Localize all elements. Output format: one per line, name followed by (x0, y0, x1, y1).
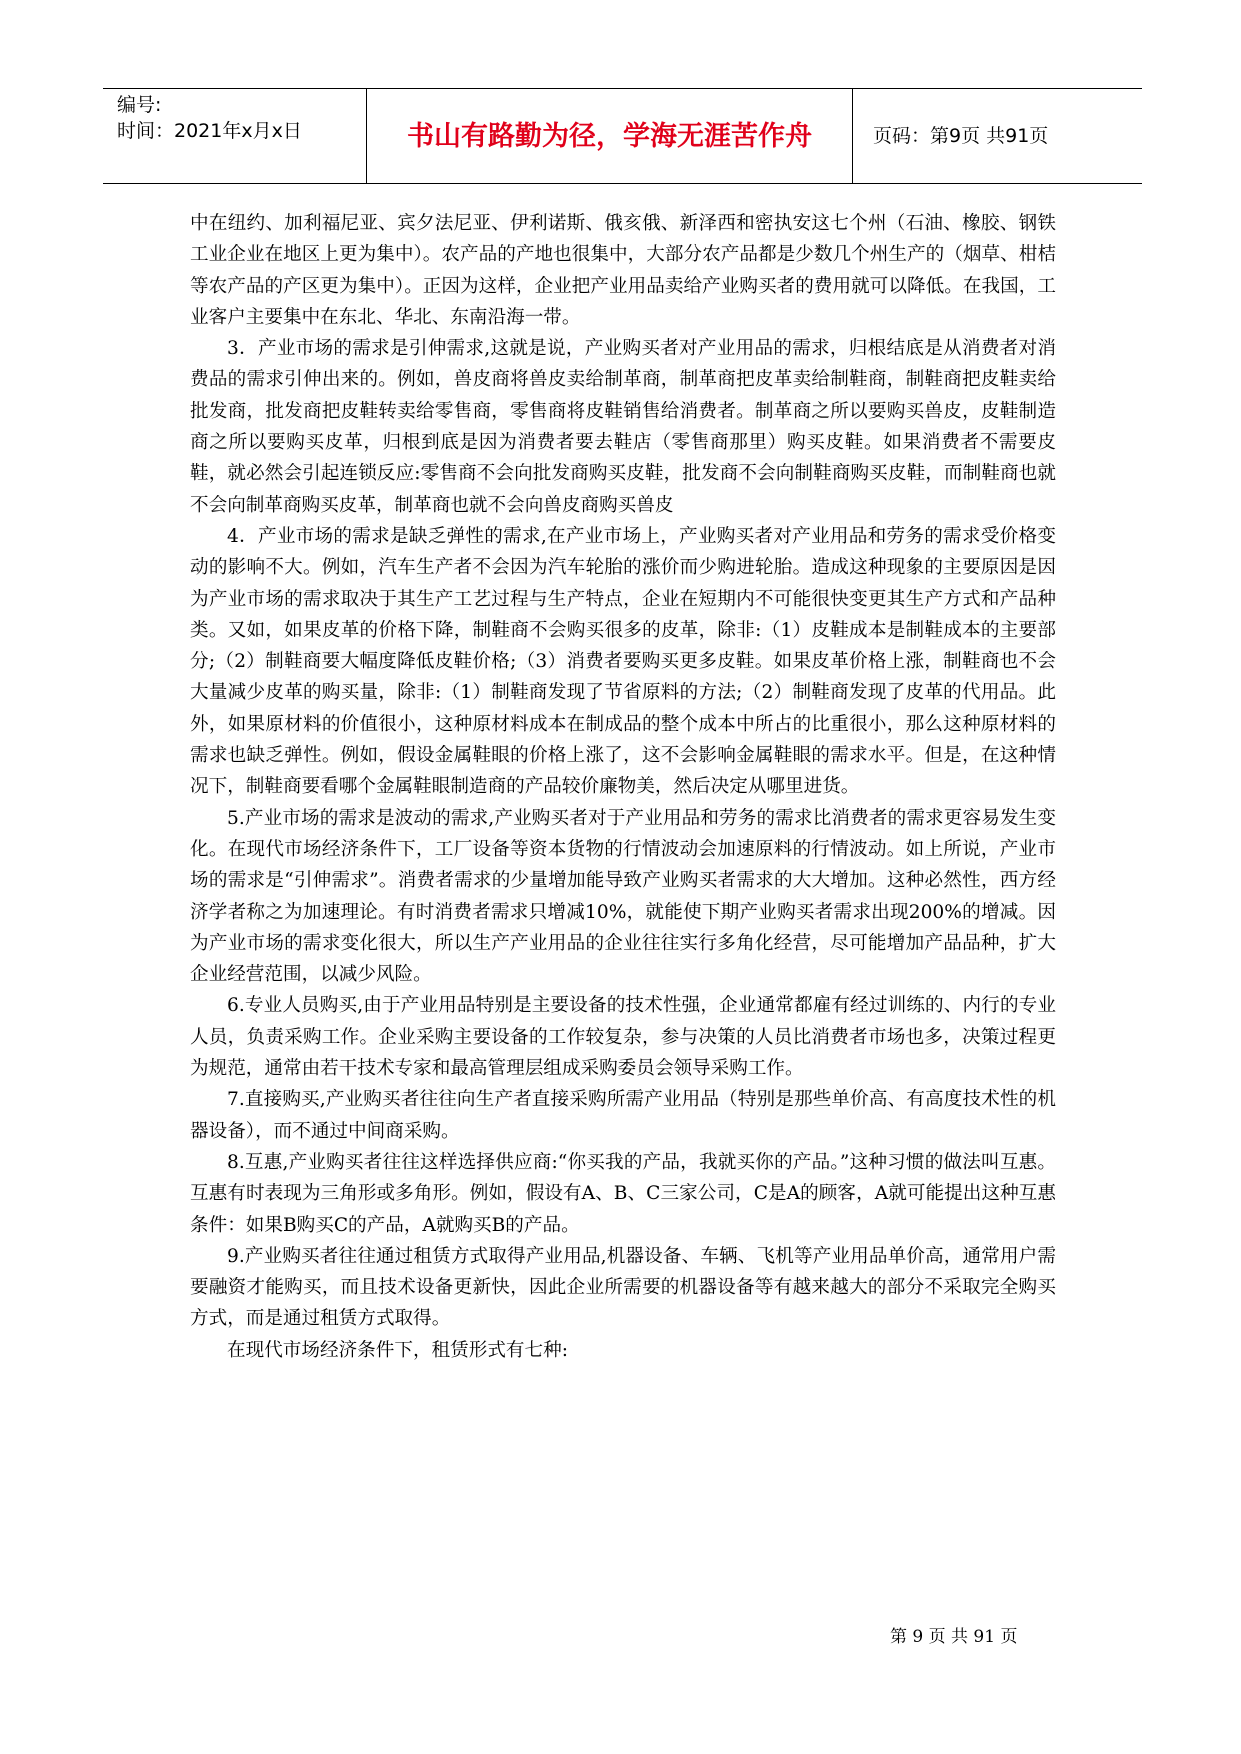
paragraph: 9.产业购买者往往通过租赁方式取得产业用品,机器设备、车辆、飞机等产业用品单价高，通常用户需要融资才能购买，而且技术设备更新快，因此企业所需要的机器设备等有越来越大的部分不采取完全购买方式，而是通过租赁方式取得。 (190, 1245, 1056, 1330)
page-header (103, 88, 1142, 184)
header-page-number: 页码：第9页 共91页 (873, 125, 1049, 147)
header-info-cell (103, 89, 367, 183)
page-footer: 第 9 页 共 91 页 (890, 1627, 1018, 1647)
paragraph: 7.直接购买,产业购买者往往向生产者直接采购所需产业用品（特别是那些单价高、有高度技术性的机器设备），而不通过中间商采购。 (190, 1089, 1056, 1142)
paragraph: 在现代市场经济条件下，租赁形式有七种: (227, 1339, 568, 1361)
header-motto-cell (367, 89, 853, 183)
document-time-label: 时间：2021年x月x日 (117, 120, 302, 142)
document-number-label: 编号: (117, 94, 162, 116)
document-body (190, 208, 1056, 1366)
paragraph: 中在纽约、加利福尼亚、宾夕法尼亚、伊利诺斯、俄亥俄、新泽西和密执安这七个州（石油、橡胶、钢铁工业企业在地区上更为集中）。农产品的产地也很集中，大部分农产品都是少数几个州生产的（烟草、柑桔等农产品的产区更为集中）。正因为这样，企业把产业用品卖给产业购买者的费用就可以降低。在我国，工业客户主要集中在东北、华北、东南沿海一带。 (190, 213, 1056, 328)
header-page-cell (853, 89, 1142, 183)
paragraph: 8.互惠,产业购买者往往这样选择供应商:“你买我的产品，我就买你的产品。”这种习惯的做法叫互惠。互惠有时表现为三角形或多角形。例如，假设有A、B、C三家公司，C是A的顾客，A就可能提出这种互惠条件：如果B购买C的产品，A就购买B的产品。 (190, 1151, 1056, 1236)
paragraph: 4．产业市场的需求是缺乏弹性的需求,在产业市场上，产业购买者对产业用品和劳务的需求受价格变动的影响不大。例如，汽车生产者不会因为汽车轮胎的涨价而少购进轮胎。造成这种现象的主要原因是因为产业市场的需求取决于其生产工艺过程与生产特点，企业在短期内不可能很快变更其生产方式和产品种类。又如，如果皮革的价格下降，制鞋商不会购买很多的皮革，除非:（1）皮鞋成本是制鞋成本的主要部分;（2）制鞋商要大幅度降低皮鞋价格;（3）消费者要购买更多皮鞋。如果皮革价格上涨，制鞋商也不会大量减少皮革的购买量，除非:（1）制鞋商发现了节省原料的方法;（2）制鞋商发现了皮革的代用品。此外，如果原材料的价值很小，这种原材料成本在制成品的整个成本中所占的比重很小，那么这种原材料的需求也缺乏弹性。例如，假设金属鞋眼的价格上涨了，这不会影响金属鞋眼的需求水平。但是，在这种情况下，制鞋商要看哪个金属鞋眼制造商的产品较价廉物美，然后决定从哪里进货。 (190, 525, 1056, 798)
header-motto: 书山有路勤为径，学海无涯苦作舟 (407, 121, 812, 152)
paragraph: 6.专业人员购买,由于产业用品特别是主要设备的技术性强，企业通常都雇有经过训练的、内行的专业人员，负责采购工作。企业采购主要设备的工作较复杂，参与决策的人员比消费者市场也多，决策过程更为规范，通常由若干技术专家和最高管理层组成采购委员会领导采购工作。 (190, 995, 1056, 1080)
paragraph: 5.产业市场的需求是波动的需求,产业购买者对于产业用品和劳务的需求比消费者的需求更容易发生变化。在现代市场经济条件下，工厂设备等资本货物的行情波动会加速原料的行情波动。如上所说，产业市场的需求是“引伸需求”。消费者需求的少量增加能导致产业购买者需求的大大增加。这种必然性，西方经济学者称之为加速理论。有时消费者需求只增减10%，就能使下期产业购买者需求出现200%的增减。因为产业市场的需求变化很大，所以生产产业用品的企业往往实行多角化经营，尽可能增加产品品种，扩大企业经营范围，以减少风险。 (190, 807, 1056, 986)
paragraph: 3．产业市场的需求是引伸需求,这就是说，产业购买者对产业用品的需求，归根结底是从消费者对消费品的需求引伸出来的。例如，兽皮商将兽皮卖给制革商，制革商把皮革卖给制鞋商，制鞋商把皮鞋卖给批发商，批发商把皮鞋转卖给零售商，零售商将皮鞋销售给消费者。制革商之所以要购买兽皮，皮鞋制造商之所以要购买皮革，归根到底是因为消费者要去鞋店（零售商那里）购买皮鞋。如果消费者不需要皮鞋，就必然会引起连锁反应:零售商不会向批发商购买皮鞋，批发商不会向制鞋商购买皮鞋，而制鞋商也就不会向制革商购买皮革，制革商也就不会向兽皮商购买兽皮 (190, 338, 1056, 516)
